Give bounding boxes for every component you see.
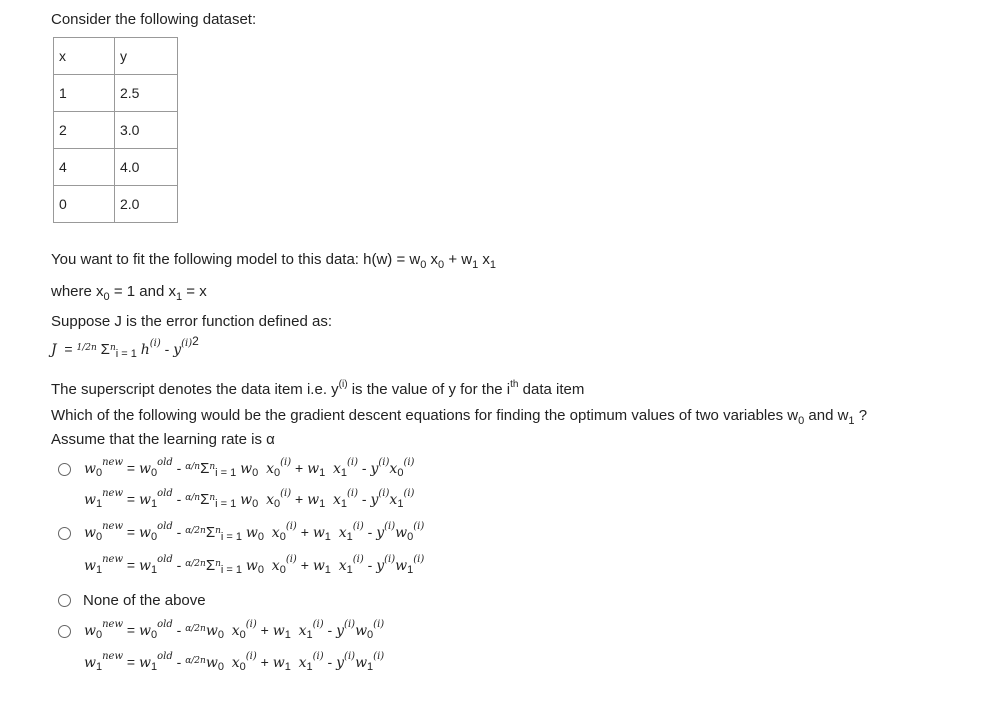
option-1-radio[interactable] [58, 463, 71, 476]
model-statement: You want to fit the following model to this data: $h(w) = w_0$ $x_0 + w_1$ $x_1$ [51, 251, 497, 271]
question-end: ? [854, 407, 868, 424]
table-row [54, 149, 178, 186]
table-cell: 4 [54, 149, 115, 186]
option-4-eq-1: $w_0^{new} = w_0^{old} - ^{\alpha/2n}w_0$ $x_0^{(i)} + w_1$ $x_1^{(i)} - y^{(i)}w_0^{(i)}$ [84, 619, 385, 641]
question-text: Which of the following would be the gradient descent equations for finding the optimum values of two variables $w_0$ and $w_1$ ? [51, 407, 868, 427]
table-row [54, 186, 178, 223]
intro-text: Consider the following dataset: [51, 11, 257, 28]
where-prefix: where x [51, 283, 104, 300]
option-4-radio[interactable] [58, 625, 71, 638]
table-row [54, 75, 178, 112]
superscript-statement: The superscript denotes the data item i.e. $y^{(i)}$ is the value of y for the $i^{th}$ data item [51, 379, 585, 398]
option-4-eq-2: $w_1^{new} = w_1^{old} - ^{\alpha/2n}w_0$ $x_0^{(i)} + w_1$ $x_1^{(i)} - y^{(i)}w_1^{(i)}$ [84, 651, 385, 673]
table-header-y: y [115, 38, 178, 75]
question-prefix: Which of the following would be the gradient descent equations for finding the optimum values of two variables w [51, 407, 799, 424]
dataset-table [53, 37, 178, 223]
superscript-mid: is the value of y for the i [347, 381, 511, 398]
where-statement: where $x_0 = 1$ and $x_1 = x$ [51, 283, 207, 303]
model-prefix: You want to fit the following model to this data: h(w) = w [51, 251, 421, 268]
table-cell: 1 [54, 75, 115, 112]
suppose-statement: Suppose J is the error function defined as: [51, 313, 333, 330]
table-cell: 4.0 [115, 149, 178, 186]
table-cell: 3.0 [115, 112, 178, 149]
option-2-eq-2: $w_1^{new} = w_1^{old} - ^{\alpha/2n}\Sigma^n_{i = 1}$ $w_0$ $x_0^{(i)} + w_1$ $x_1^{(i)} - y^{(i)}w_1^{(i)}$ [84, 554, 425, 576]
option-3-radio[interactable] [58, 594, 71, 607]
option-2-eq-1: $w_0^{new} = w_0^{old} - ^{\alpha/2n}\Sigma^n_{i = 1}$ $w_0$ $x_0^{(i)} + w_1$ $x_1^{(i)} - y^{(i)}w_0^{(i)}$ [84, 521, 425, 543]
error-function: J = $^{1/2n}$ $\Sigma^n_{i = 1}$ $h^{(i)} - y^{(i)}2$ [51, 334, 199, 360]
table-header-row [54, 38, 178, 75]
question-mid: and w [804, 407, 849, 424]
option-1-eq-1: $w_0^{new} = w_0^{old} - ^{\alpha/n}\Sigma^n_{i = 1}$ $w_0$ $x_0^{(i)} + w_1$ $x_1^{(i)} - y^{(i)}x_0^{(i)}$ [84, 457, 415, 479]
superscript-tail: data item [518, 381, 585, 398]
table-row [54, 112, 178, 149]
option-3-label[interactable]: None of the above [83, 592, 206, 609]
option-1-eq-2: $w_1^{new} = w_1^{old} - ^{\alpha/n}\Sigma^n_{i = 1}$ $w_0$ $x_0^{(i)} + w_1$ $x_1^{(i)} - y^{(i)}x_1^{(i)}$ [84, 488, 415, 510]
table-cell: 2 [54, 112, 115, 149]
table-cell: 0 [54, 186, 115, 223]
table-cell: 2.0 [115, 186, 178, 223]
table-header-x: x [54, 38, 115, 75]
option-2-radio[interactable] [58, 527, 71, 540]
table-cell: 2.5 [115, 75, 178, 112]
learning-rate-text: Assume that the learning rate is α [51, 431, 275, 448]
superscript-prefix: The superscript denotes the data item i.e. y [51, 381, 339, 398]
